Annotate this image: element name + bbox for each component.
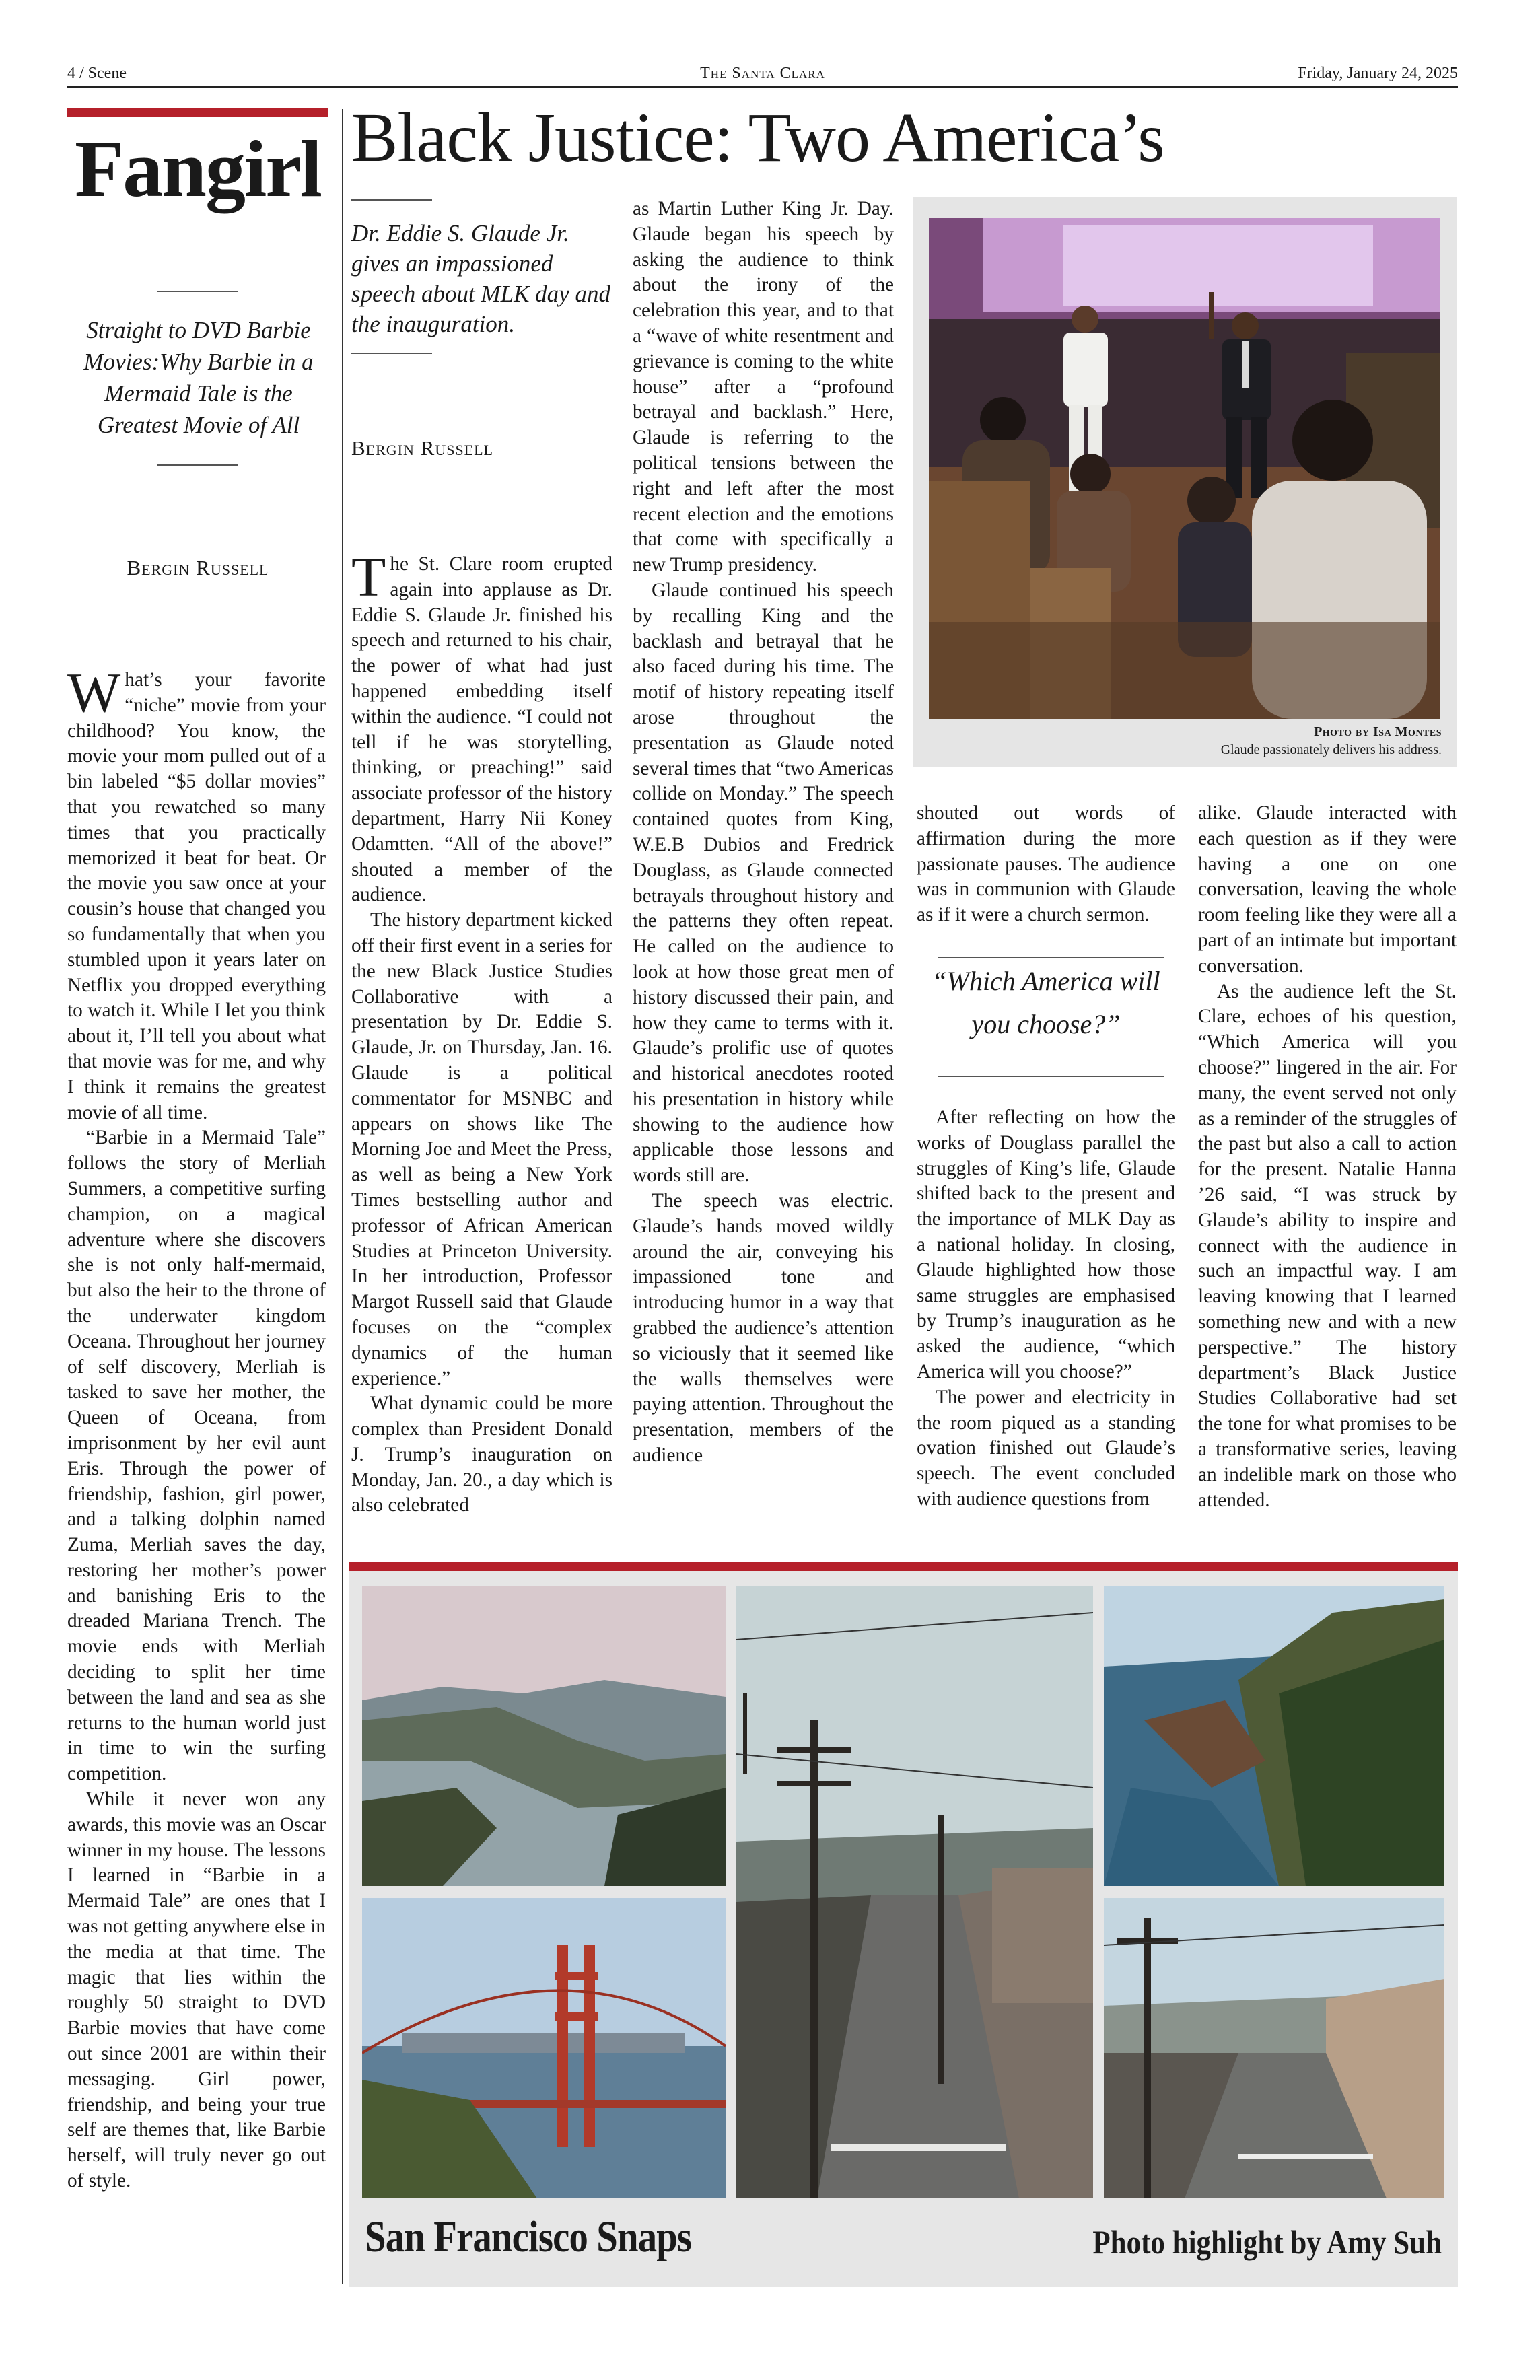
photo-caption: Glaude passionately delivers his address. — [1220, 742, 1442, 757]
article-column-3-top — [917, 801, 1175, 928]
snap-photo-bridge — [362, 1898, 726, 2198]
divider — [158, 464, 238, 466]
photo-credit: Photo by Isa Montes — [1314, 724, 1442, 739]
article-photo — [929, 218, 1440, 719]
drop-cap: T — [351, 546, 386, 608]
article-column-2 — [633, 197, 894, 1469]
article-column-1 — [351, 546, 612, 1518]
paragraph: The power and electricity in the room piqued as a standing ovation finished out Glaude’s speech. The event concluded with audience questions from — [917, 1386, 1175, 1510]
article-photo-frame — [913, 197, 1457, 767]
pullquote-rule-bottom — [938, 1076, 1164, 1077]
pull-quote: “Which America will you choose?” — [932, 966, 1160, 1039]
pullquote-rule-top — [938, 957, 1164, 958]
paragraph: What dynamic could be more complex than President Donald J. Trump’s inauguration on Monday, Jan. 20., a day which is also celebrated — [351, 1393, 612, 1516]
running-head — [67, 65, 1458, 88]
snap-photo-houses — [1104, 1898, 1444, 2198]
snaps-panel — [349, 1571, 1458, 2287]
paragraph: “Barbie in a Mermaid Tale” follows the story of Merliah Summers, a competitive surfing champion, on a magical adventure where she discovers she is not only half-mermaid, but also the heir to the throne of the underwater kingdom Oceana. Throughout her journey of self discovery, Merliah is tasked to save her mother, the Queen of Oceana, from imprisonment by her evil aunt Eris. Through the power of friendship, fashion, girl power, and a talking dolphin named Zuma, Merliah saves the day, restoring her mother’s power and banishing Eris to the dreaded Mariana Trench. The movie ends with Merliah deciding to split her time between the land and sea as she returns to the human world just in time to win the surfing competition. — [67, 1127, 326, 1785]
snap-photo-street — [736, 1586, 1093, 2198]
photo-credit-block — [1221, 723, 1442, 759]
article-headline: Black Justice: Two America’s — [351, 99, 1164, 176]
paragraph: The St. Clare room erupted again into applause as Dr. Eddie S. Glaude Jr. finished his speech and returned to his chair, the power of what had just happened embedding itself within the audience. “I could not tell if he was storytelling, thinking, or preaching!” said associate professor of the history department, Harry Nii Koney Odamtten. “All of the above!” shouted a member of the audience. — [351, 546, 612, 906]
paragraph: The history department kicked off their first event in a series for the new Black Justice Studies Collaborative with a presentation by Dr. Eddie S. Glaude, Jr. on Thursday, Jan. 16. Glaude is a political commentator for MSNBC and appears on shows like The Morning Joe and Meet the Press, as well as being a New York Times bestselling author and professor of African American Studies at Princeton University. In her introduction, Professor Margot Russell said that Glaude focuses on the “complex dynamics of the human experience.” — [351, 909, 612, 1389]
column-divider — [342, 109, 343, 2284]
article-byline: Bergin Russell — [351, 436, 493, 460]
fangirl-kicker: Fangirl — [75, 124, 321, 213]
fangirl-top-rule — [67, 108, 328, 117]
paragraph: What’s your favorite “niche” movie from your childhood? You know, the movie your mom pulled out of a bin labeled “$5 dollar movies” that you rewatched so many times that you practically memorized it beat for beat. Or the movie you saw once at your cousin’s house that changed you so fundamentally that when you stumbled upon it years later on Netflix you dropped everything to watch it. While I let you think about it, I’ll tell you about what that movie was for me, and why I think it remains the greatest movie of all time. — [67, 662, 326, 1123]
snap-photo-coastline — [362, 1586, 726, 1886]
snaps-title: San Francisco Snaps — [365, 2212, 692, 2262]
paragraph: As the audience left the St. Clare, echoes of his question, “Which America will you choose?” lingered in the air. For many, the event served not only as a reminder of the struggles of the past but also a call to action for the present. Natalie Hanna ’26 said, “I was struck by Glaude’s ability to inspire and connect with the audience in such an impactful way. I am leaving knowing that I learned something new and with a new perspective.” The history department’s Black Justice Studies Collaborative had set the tone for what promises to be a transformative series, leaving an indelible mark on those who attended. — [1198, 980, 1457, 1511]
article-column-3-bottom — [917, 1105, 1175, 1512]
paragraph: The speech was electric. Glaude’s hands moved wildly around the air, conveying his impassioned tone and introducing humor in a way that grabbed the audience’s attention so viciously that it seemed like the walls themselves were paying attention. Throughout the presentation, members of the audience — [633, 1190, 894, 1467]
fangirl-body — [67, 662, 326, 2194]
fangirl-deck: Straight to DVD Barbie Movies:Why Barbie in a Mermaid Tale is the Greatest Movie of All — [83, 317, 314, 438]
divider — [351, 353, 432, 354]
paragraph: shouted out words of affirmation during the more passionate pauses. The audience was in communion with Glaude as if it were a church sermon. — [917, 802, 1175, 926]
article-column-4 — [1198, 801, 1457, 1513]
divider — [351, 199, 432, 201]
article-deck: Dr. Eddie S. Glaude Jr. gives an impassioned speech about MLK day and the inauguration. — [351, 220, 610, 337]
snap-photo-cliff — [1104, 1586, 1444, 1886]
divider — [158, 291, 238, 292]
snaps-credit: Photo highlight by Amy Suh — [1092, 2223, 1442, 2261]
paragraph: While it never won any awards, this movie was an Oscar winner in my house. The lessons I learned in “Barbie in a Mermaid Tale” are ones that I was not getting anywhere else in the media at that time. The magic that lies within the roughly 50 straight to DVD Barbie movies that have come out since 2001 are within their messaging. Girl power, friendship, and being your true self are themes that, like Barbie herself, will truly never go out of style. — [67, 1788, 326, 2192]
paragraph: as Martin Luther King Jr. Day. Glaude began his speech by asking the audience to think about the irony of the celebration this year, and to that a “wave of white resentment and grievance is coming to the white house” after a “profound betrayal and backlash.” Here, Glaude is referring to the political tensions between the right and left after the most recent election and the emotions that come with specifically a new Trump presidency. — [633, 198, 894, 576]
fangirl-byline: Bergin Russell — [127, 556, 269, 580]
snaps-top-rule — [349, 1562, 1458, 1571]
paragraph: alike. Glaude interacted with each question as if they were having a one on one conversation, leaving the whole room feeling like they were all a part of an intimate but important conversation. — [1198, 802, 1457, 977]
drop-cap: W — [67, 662, 121, 724]
paragraph: Glaude continued his speech by recalling King and the backlash and betrayal that he also faced during his time. The motif of history repeating itself arose throughout the presentation as Glaude noted several times that “two Americas collide on Monday.” The speech contained quotes from King, W.E.B Dubios and Fredrick Douglass, as Glaude connected betrayals throughout history and the patterns they often repeat. He called on the audience to look at how those great men of history discussed their pain, and how they came to terms with it. Glaude’s prolific use of quotes and historical anecdotes rooted his presentation in history while showing to the audience how applicable those lessons and words still are. — [633, 579, 894, 1187]
paragraph: After reflecting on how the works of Douglass parallel the struggles of King’s life, Glaude shifted back to the present and the importance of MLK Day as a national holiday. In closing, Glaude highlighted how those same struggles are emphasised by Trump’s inauguration as he asked the audience, “which America will you choose?” — [917, 1107, 1175, 1382]
issue-date: Friday, January 24, 2025 — [1298, 65, 1458, 82]
paper-name: The Santa Clara — [700, 65, 825, 82]
page-number: 4 / Scene — [67, 65, 127, 82]
